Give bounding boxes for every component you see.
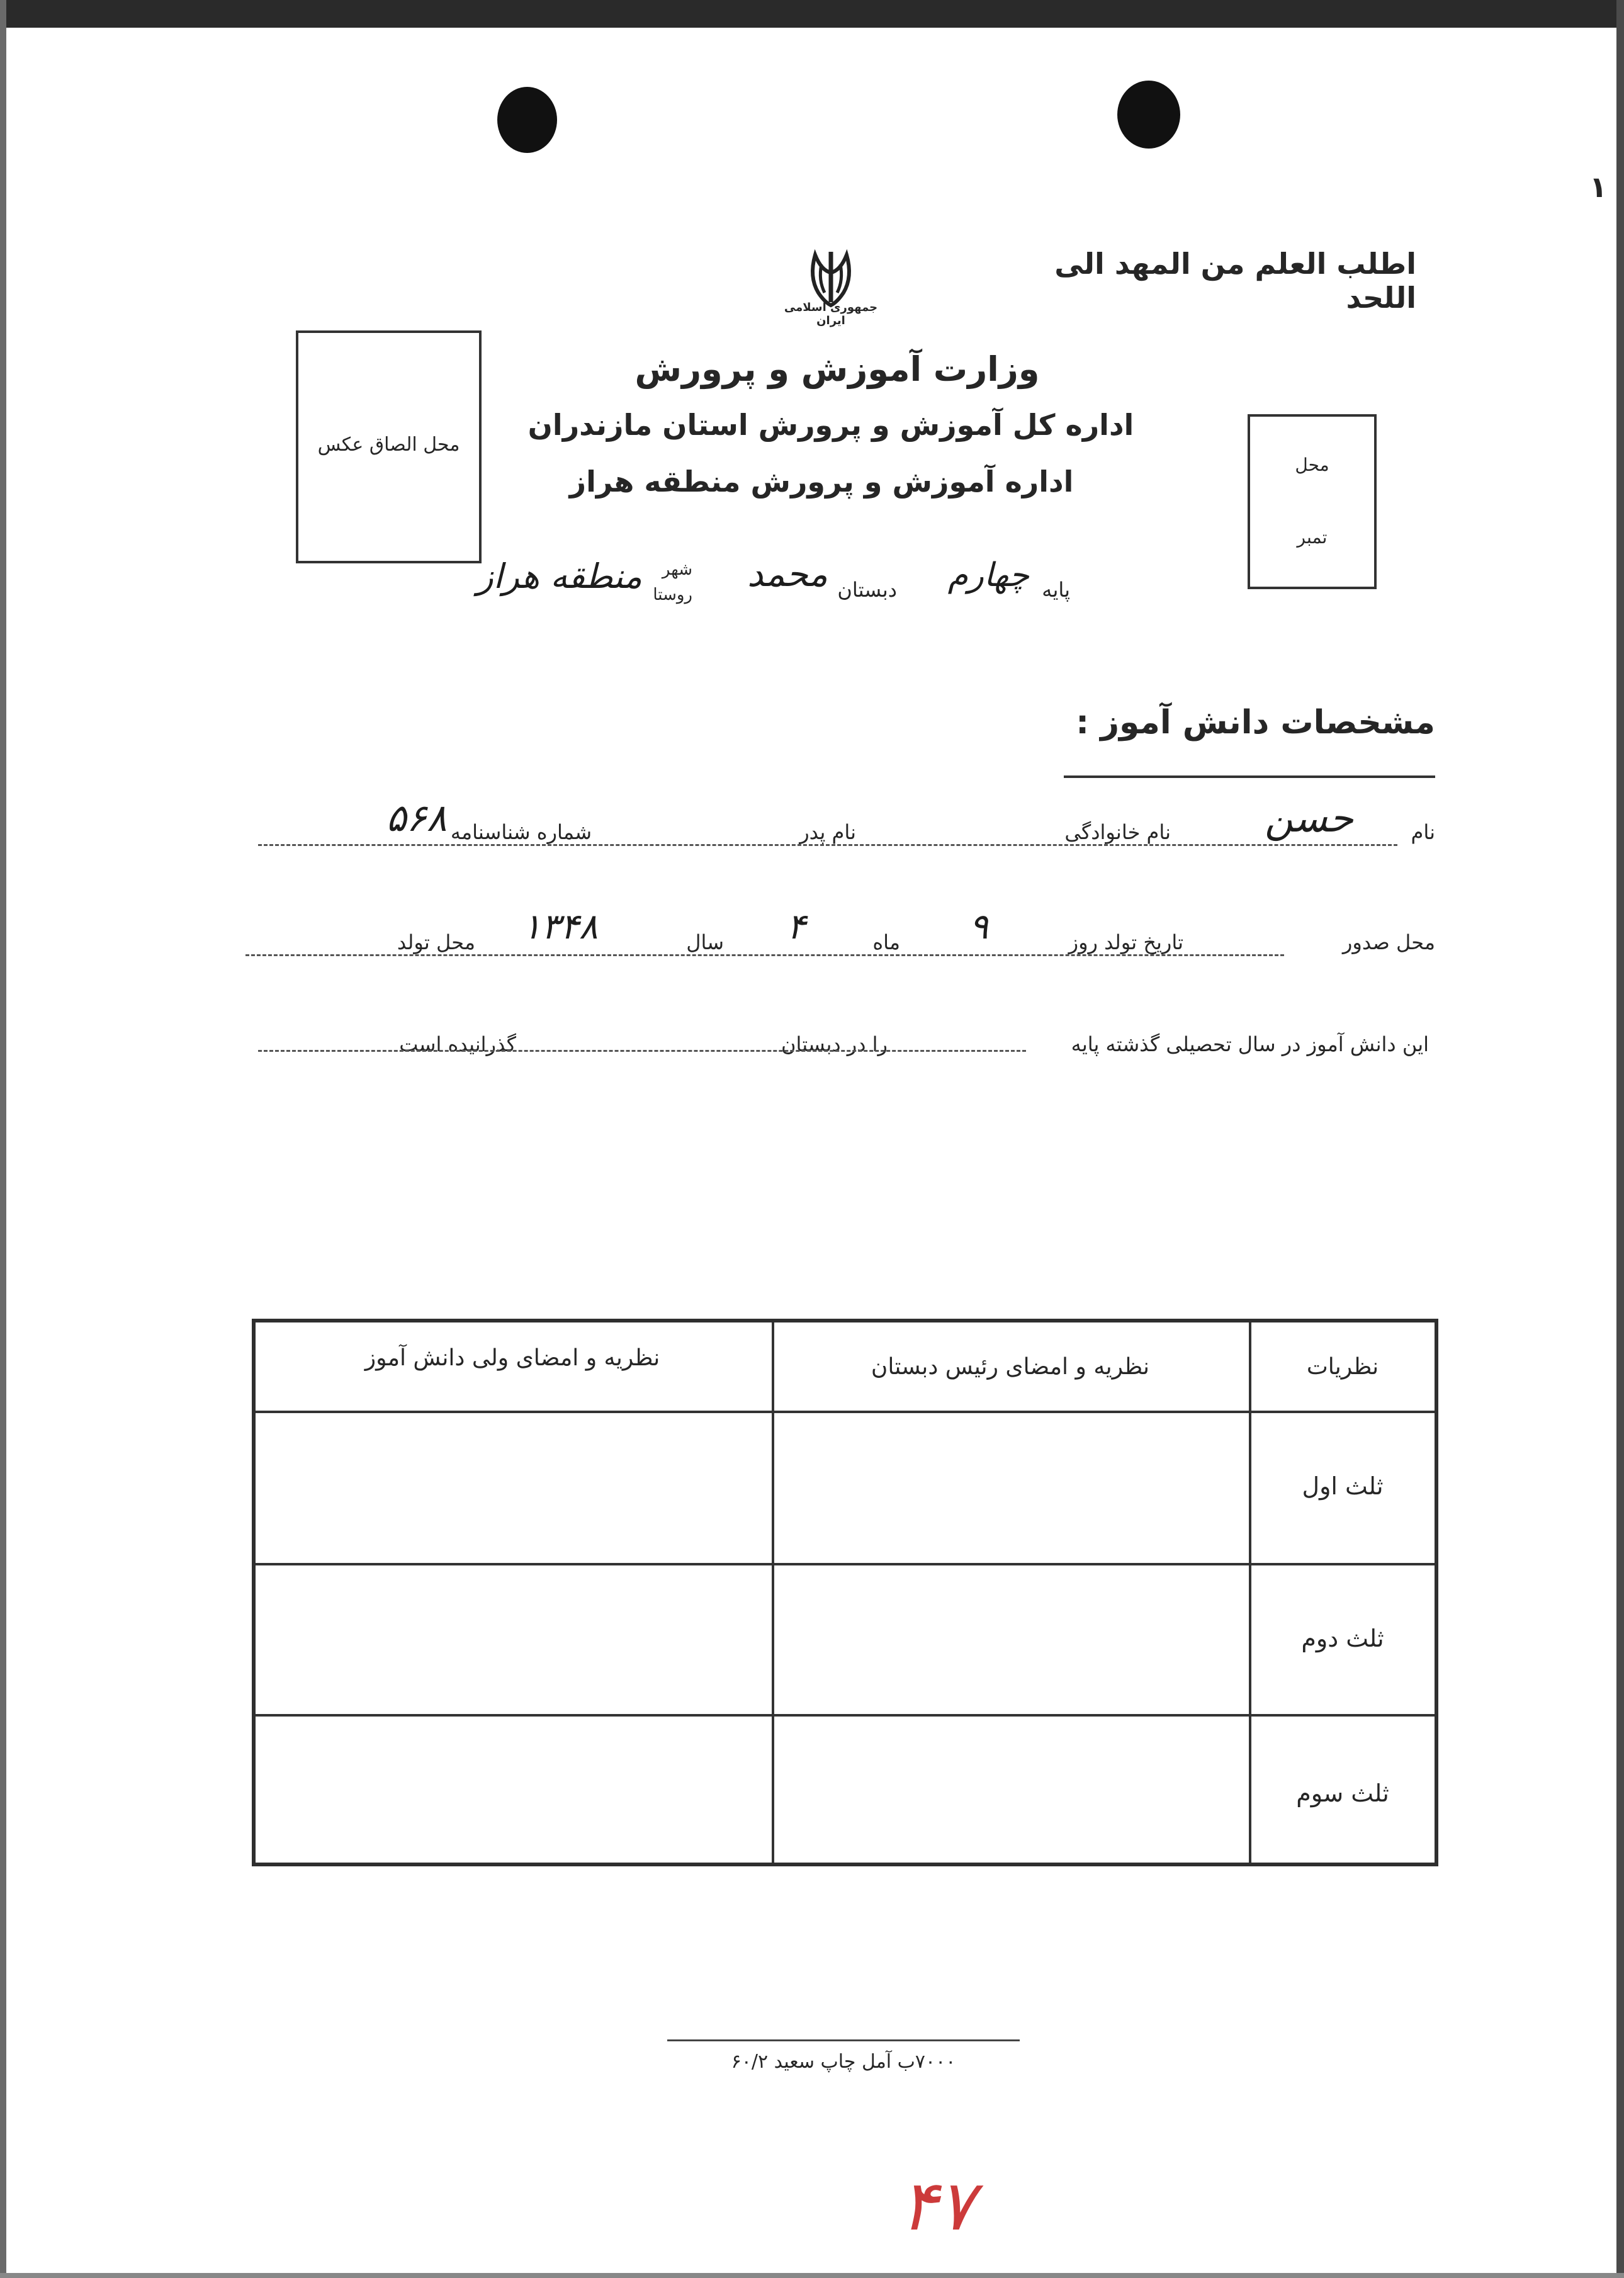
handwritten-page-number: ۴۷ <box>900 2165 975 2246</box>
table-hline-3 <box>256 1714 1435 1717</box>
grade-label: پایه <box>1042 578 1070 602</box>
father-label: نام پدر <box>799 820 856 844</box>
ministry-title: وزارت آموزش و پرورش <box>634 349 1040 389</box>
scan-edge-bottom <box>0 2273 1624 2278</box>
city-label: شهر <box>662 560 692 579</box>
footer-print-info: ۷۰۰۰ب آمل چاپ سعید ۶۰/۲ <box>731 2051 956 2073</box>
stamp-box-line1: محل <box>1295 454 1329 475</box>
name-value: حسن <box>1265 795 1353 841</box>
table-vline-1 <box>772 1322 774 1863</box>
family-label: نام خانوادگی <box>1064 820 1171 844</box>
name-label: نام <box>1411 820 1435 844</box>
table-hline-1 <box>256 1411 1435 1413</box>
student-row-3 <box>258 1025 1429 1069</box>
table-header-principal: نظریه و امضای رئیس دبستان <box>871 1354 1150 1380</box>
scan-edge-top <box>0 0 1624 28</box>
birth-month-label: ماه <box>872 930 900 954</box>
school-line <box>434 554 1070 611</box>
row-3-dotted-line <box>258 1050 1026 1052</box>
school-value: محمد <box>747 554 828 595</box>
prev-year-sentence-c: گذرانیده است <box>399 1032 516 1056</box>
village-label: روستا <box>653 585 692 604</box>
scan-edge-left <box>0 0 6 2278</box>
page-number: ١ <box>1589 170 1608 204</box>
table-row-label-term-2: ثلث دوم <box>1301 1625 1384 1652</box>
table-header-guardian: نظریه و امضای ولی دانش آموز <box>364 1345 660 1371</box>
provincial-office-title: اداره کل آموزش و پرورش استان مازندران <box>527 408 1134 442</box>
id-value: ۵۶۸ <box>386 796 447 840</box>
table-hline-2 <box>256 1563 1435 1565</box>
grade-value: چهارم <box>947 556 1029 594</box>
row-2-dotted-line <box>245 954 1284 956</box>
table-row-label-term-1: ثلث اول <box>1302 1472 1384 1500</box>
regional-office-title: اداره آموزش و پرورش منطقه هراز <box>569 465 1074 499</box>
birth-month-value: ۴ <box>786 906 806 947</box>
prev-year-sentence-b: را در دبستان <box>781 1032 888 1056</box>
birth-year-value: ۱۳۴۸ <box>522 906 598 947</box>
birth-day-label: تاریخ تولد روز <box>1068 930 1183 954</box>
title-underline <box>1064 775 1435 778</box>
birth-year-label: سال <box>686 930 724 954</box>
birth-place-label: محل تولد <box>397 930 475 954</box>
punch-hole-right <box>1117 81 1180 149</box>
stamp-box <box>1248 414 1377 589</box>
photo-box <box>296 330 482 563</box>
id-label: شماره شناسنامه <box>450 820 592 844</box>
header-motto: اطلب العلم من المهد الی اللحد <box>1054 247 1416 315</box>
prev-year-sentence-a: این دانش آموز در سال تحصیلی گذشته پایه <box>1071 1032 1429 1056</box>
scan-edge-right <box>1616 0 1624 2278</box>
stamp-box-line2: تمبر <box>1297 527 1328 548</box>
footer-rule <box>667 2039 1020 2041</box>
emblem-caption: جمهوری اسلامی ایران <box>784 301 878 327</box>
table-header-remarks: نظریات <box>1306 1354 1379 1380</box>
student-row-2 <box>245 906 1435 988</box>
school-label: دبستان <box>837 578 897 602</box>
photo-box-label: محل الصاق عکس <box>317 434 460 456</box>
student-section-title: مشخصات دانش آموز : <box>1076 704 1435 741</box>
student-row-1 <box>258 790 1435 859</box>
city-value: منطقه هراز <box>476 556 642 596</box>
issue-place-label: محل صدور <box>1342 930 1435 954</box>
punch-hole-left <box>497 87 557 153</box>
table-row-label-term-3: ثلث سوم <box>1296 1779 1389 1807</box>
birth-day-value: ۹ <box>969 906 988 947</box>
row-1-dotted-line <box>258 844 1397 846</box>
evaluation-table <box>252 1319 1438 1866</box>
